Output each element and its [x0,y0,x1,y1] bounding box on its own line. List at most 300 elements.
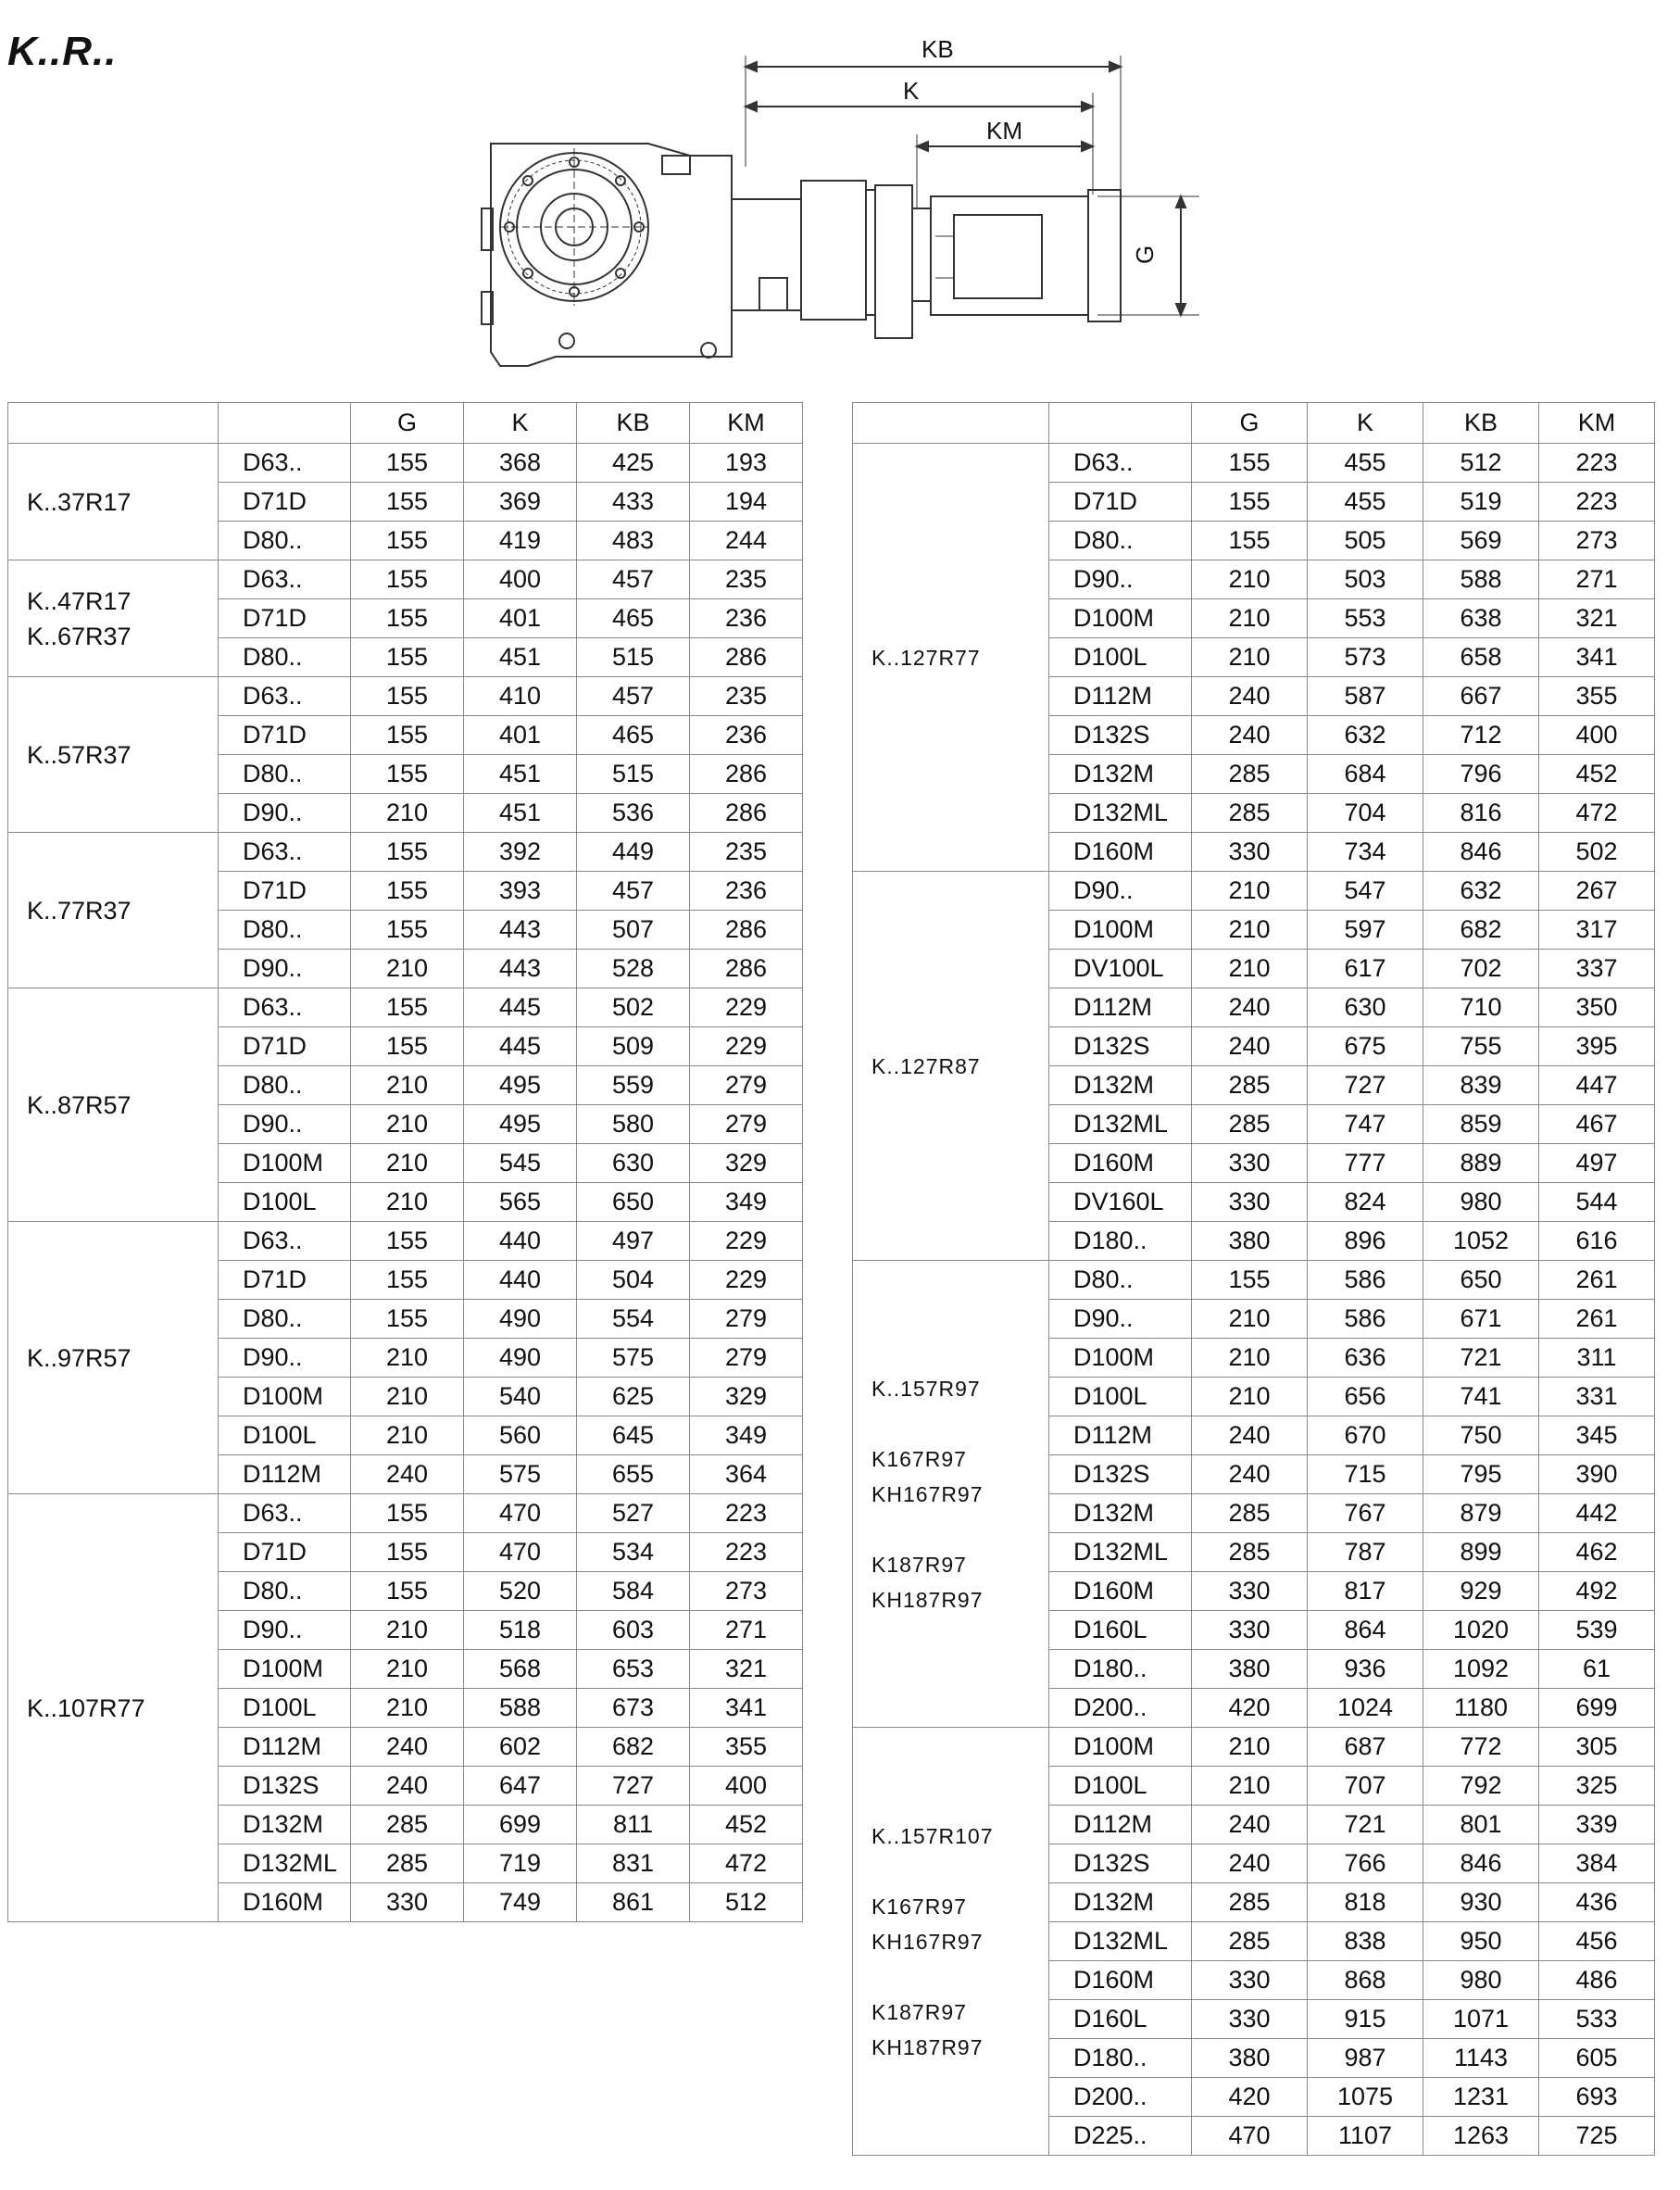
k-value-cell: 588 [464,1689,577,1728]
km-value-cell: 194 [690,483,803,522]
reducer-type-label: K..87R57 [27,1090,132,1119]
g-value-cell: 210 [1192,1300,1308,1339]
kb-value-cell: 980 [1423,1183,1539,1222]
kb-value-cell: 1180 [1423,1689,1539,1728]
kb-value-cell: 1092 [1423,1650,1539,1689]
header-cell-km: KM [690,403,803,444]
kb-value-cell: 630 [577,1144,690,1183]
g-value-cell: 155 [351,755,464,794]
km-value-cell: 229 [690,1261,803,1300]
km-value-cell: 364 [690,1455,803,1494]
km-value-cell: 229 [690,988,803,1027]
motor-type-cell: D90.. [1049,1300,1192,1339]
km-value-cell: 229 [690,1222,803,1261]
motor-type-cell: D112M [1049,988,1192,1027]
reducer-type-label: K..47R17 [27,586,132,615]
reducer-type-label: K..77R37 [27,896,132,925]
g-value-cell: 155 [351,677,464,716]
km-value-cell: 235 [690,560,803,599]
motor-type-cell: D71D [219,599,351,638]
header-cell [1049,403,1192,444]
kb-value-cell: 811 [577,1806,690,1844]
motor-type-cell: D71D [219,872,351,911]
kb-value-cell: 653 [577,1650,690,1689]
km-value-cell: 400 [1539,716,1655,755]
km-value-cell: 539 [1539,1611,1655,1650]
motor-type-cell: D90.. [219,794,351,833]
header-cell-km: KM [1539,403,1655,444]
gearmotor-drawing [454,28,1222,380]
k-value-cell: 560 [464,1416,577,1455]
k-value-cell: 727 [1308,1066,1423,1105]
motor-type-cell: D132ML [1049,1533,1192,1572]
g-value-cell: 285 [1192,794,1308,833]
reducer-type-cell [8,1222,219,1494]
motor-type-cell: D160L [1049,2000,1192,2039]
motor-type-cell: D80.. [219,638,351,677]
reducer-type-cell [8,1494,219,1922]
motor-type-cell: D132S [1049,1844,1192,1883]
k-value-cell: 470 [464,1494,577,1533]
kb-value-cell: 650 [577,1183,690,1222]
k-value-cell: 443 [464,911,577,950]
motor-type-cell: D71D [219,1027,351,1066]
motor-type-cell: D80.. [219,1572,351,1611]
kb-value-cell: 721 [1423,1339,1539,1378]
motor-type-cell: D90.. [1049,872,1192,911]
motor-type-cell: DV100L [1049,950,1192,988]
kb-value-cell: 575 [577,1339,690,1378]
km-value-cell: 355 [1539,677,1655,716]
km-value-cell: 533 [1539,2000,1655,2039]
kb-value-cell: 710 [1423,988,1539,1027]
motor-type-cell: D90.. [219,1611,351,1650]
kb-value-cell: 515 [577,638,690,677]
g-value-cell: 155 [351,638,464,677]
g-value-cell: 155 [351,1027,464,1066]
kb-value-cell: 801 [1423,1806,1539,1844]
reducer-type-label: K..127R77 [871,645,981,670]
km-value-cell: 244 [690,522,803,560]
k-value-cell: 787 [1308,1533,1423,1572]
k-value-cell: 445 [464,1027,577,1066]
g-value-cell: 285 [351,1806,464,1844]
g-value-cell: 155 [351,716,464,755]
motor-type-cell: D132S [1049,1027,1192,1066]
k-value-cell: 767 [1308,1494,1423,1533]
motor-type-cell: D200.. [1049,2078,1192,2117]
kb-value-cell: 1052 [1423,1222,1539,1261]
motor-type-cell: D63.. [219,444,351,483]
km-value-cell: 286 [690,755,803,794]
kb-value-cell: 504 [577,1261,690,1300]
g-value-cell: 155 [351,1261,464,1300]
motor-type-cell: D63.. [219,1494,351,1533]
k-value-cell: 369 [464,483,577,522]
motor-type-cell: D80.. [219,755,351,794]
kb-value-cell: 673 [577,1689,690,1728]
motor-type-cell: D63.. [219,1222,351,1261]
g-value-cell: 330 [1192,1144,1308,1183]
kb-value-cell: 667 [1423,677,1539,716]
kb-value-cell: 846 [1423,1844,1539,1883]
g-value-cell: 420 [1192,1689,1308,1728]
motor-type-cell: D80.. [1049,522,1192,560]
motor-type-cell: D100M [1049,1339,1192,1378]
kb-value-cell: 702 [1423,950,1539,988]
km-value-cell: 305 [1539,1728,1655,1767]
motor-type-cell: D200.. [1049,1689,1192,1728]
header-cell-k: K [1308,403,1423,444]
km-value-cell: 492 [1539,1572,1655,1611]
g-value-cell: 330 [1192,833,1308,872]
kb-value-cell: 795 [1423,1455,1539,1494]
motor-type-cell: D160M [1049,1144,1192,1183]
km-value-cell: 273 [1539,522,1655,560]
k-value-cell: 553 [1308,599,1423,638]
header-row [8,403,803,444]
kb-value-cell: 625 [577,1378,690,1416]
kb-value-cell: 712 [1423,716,1539,755]
g-value-cell: 210 [351,1066,464,1105]
kb-value-cell: 831 [577,1844,690,1883]
k-value-cell: 545 [464,1144,577,1183]
g-value-cell: 210 [351,950,464,988]
kb-value-cell: 465 [577,599,690,638]
km-value-cell: 436 [1539,1883,1655,1922]
reducer-type-label: K..67R37 [27,622,132,650]
km-value-cell: 223 [690,1533,803,1572]
motor-type-cell: D100L [1049,638,1192,677]
reducer-type-label: KH187R97 [871,2034,984,2059]
kb-value-cell: 515 [577,755,690,794]
kb-value-cell: 671 [1423,1300,1539,1339]
km-value-cell: 467 [1539,1105,1655,1144]
kb-value-cell: 1143 [1423,2039,1539,2078]
g-value-cell: 210 [351,1650,464,1689]
table-row [853,1728,1655,1767]
g-value-cell: 210 [351,1105,464,1144]
g-value-cell: 155 [351,522,464,560]
k-value-cell: 503 [1308,560,1423,599]
km-value-cell: 321 [690,1650,803,1689]
k-value-cell: 575 [464,1455,577,1494]
k-value-cell: 401 [464,716,577,755]
kb-value-cell: 580 [577,1105,690,1144]
g-value-cell: 210 [1192,1728,1308,1767]
motor-type-cell: D71D [219,1261,351,1300]
motor-type-cell: D160L [1049,1611,1192,1650]
kb-value-cell: 528 [577,950,690,988]
k-value-cell: 443 [464,950,577,988]
g-value-cell: 155 [351,911,464,950]
header-cell-g: G [1192,403,1308,444]
dimension-label-km: KM [986,117,1022,145]
k-value-cell: 410 [464,677,577,716]
kb-value-cell: 645 [577,1416,690,1455]
k-value-cell: 602 [464,1728,577,1767]
k-value-cell: 704 [1308,794,1423,833]
km-value-cell: 349 [690,1416,803,1455]
k-value-cell: 597 [1308,911,1423,950]
header-cell [8,403,219,444]
motor-type-cell: D132M [1049,1494,1192,1533]
g-value-cell: 420 [1192,2078,1308,2117]
motor-type-cell: D180.. [1049,1650,1192,1689]
table-row [8,988,803,1027]
km-value-cell: 486 [1539,1961,1655,2000]
kb-value-cell: 569 [1423,522,1539,560]
g-value-cell: 155 [1192,444,1308,483]
km-value-cell: 337 [1539,950,1655,988]
k-value-cell: 987 [1308,2039,1423,2078]
table-row [8,1494,803,1533]
k-value-cell: 1075 [1308,2078,1423,2117]
k-value-cell: 707 [1308,1767,1423,1806]
k-value-cell: 630 [1308,988,1423,1027]
g-value-cell: 240 [1192,716,1308,755]
motor-type-cell: D132ML [219,1844,351,1883]
motor-type-cell: D112M [1049,1806,1192,1844]
table-row [8,560,803,599]
km-value-cell: 223 [1539,444,1655,483]
k-value-cell: 1024 [1308,1689,1423,1728]
kb-value-cell: 741 [1423,1378,1539,1416]
kb-value-cell: 465 [577,716,690,755]
km-value-cell: 605 [1539,2039,1655,2078]
kb-value-cell: 980 [1423,1961,1539,2000]
motor-type-cell: D90.. [219,1339,351,1378]
g-value-cell: 155 [351,1533,464,1572]
kb-value-cell: 816 [1423,794,1539,833]
km-value-cell: 223 [1539,483,1655,522]
k-value-cell: 440 [464,1222,577,1261]
motor-type-cell: D80.. [219,911,351,950]
motor-type-cell: D132M [1049,755,1192,794]
motor-type-cell: D132ML [1049,1105,1192,1144]
motor-type-cell: D80.. [219,522,351,560]
right-dimension-table [852,402,1655,2156]
km-value-cell: 341 [690,1689,803,1728]
reducer-type-label: K..107R77 [27,1693,145,1722]
km-value-cell: 462 [1539,1533,1655,1572]
kb-value-cell: 457 [577,560,690,599]
k-value-cell: 455 [1308,444,1423,483]
k-value-cell: 777 [1308,1144,1423,1183]
kb-value-cell: 509 [577,1027,690,1066]
g-value-cell: 470 [1192,2117,1308,2156]
km-value-cell: 329 [690,1378,803,1416]
km-value-cell: 286 [690,950,803,988]
motor-type-cell: D132S [1049,1455,1192,1494]
motor-type-cell: D225.. [1049,2117,1192,2156]
km-value-cell: 349 [690,1183,803,1222]
k-value-cell: 490 [464,1300,577,1339]
km-value-cell: 442 [1539,1494,1655,1533]
k-value-cell: 518 [464,1611,577,1650]
g-value-cell: 240 [351,1455,464,1494]
k-value-cell: 455 [1308,483,1423,522]
motor-type-cell: D132M [1049,1066,1192,1105]
g-value-cell: 210 [1192,911,1308,950]
g-value-cell: 285 [1192,1883,1308,1922]
k-value-cell: 632 [1308,716,1423,755]
km-value-cell: 329 [690,1144,803,1183]
kb-value-cell: 536 [577,794,690,833]
km-value-cell: 286 [690,638,803,677]
kb-value-cell: 796 [1423,755,1539,794]
km-value-cell: 325 [1539,1767,1655,1806]
kb-value-cell: 655 [577,1455,690,1494]
km-value-cell: 472 [690,1844,803,1883]
kb-value-cell: 755 [1423,1027,1539,1066]
k-value-cell: 440 [464,1261,577,1300]
reducer-type-label [871,1406,1048,1441]
motor-type-cell: D132ML [1049,794,1192,833]
kb-value-cell: 1231 [1423,2078,1539,2117]
k-value-cell: 719 [464,1844,577,1883]
header-cell-kb: KB [1423,403,1539,444]
km-value-cell: 693 [1539,2078,1655,2117]
reducer-type-cell [8,988,219,1222]
kb-value-cell: 603 [577,1611,690,1650]
g-value-cell: 210 [1192,1767,1308,1806]
kb-value-cell: 750 [1423,1416,1539,1455]
left-dimension-table [7,402,803,1922]
km-value-cell: 271 [690,1611,803,1650]
k-value-cell: 617 [1308,950,1423,988]
header-cell-kb: KB [577,403,690,444]
motor-type-cell: D100M [219,1144,351,1183]
reducer-type-label: K..127R87 [871,1053,981,1078]
reducer-type-label: KH167R97 [871,1481,984,1506]
g-value-cell: 240 [1192,1416,1308,1455]
kb-value-cell: 559 [577,1066,690,1105]
k-value-cell: 568 [464,1650,577,1689]
km-value-cell: 235 [690,833,803,872]
motor-type-cell: D100L [219,1689,351,1728]
motor-type-cell: D132M [219,1806,351,1844]
reducer-type-cell [8,833,219,988]
motor-type-cell: D71D [1049,483,1192,522]
motor-type-cell: D90.. [1049,560,1192,599]
g-value-cell: 240 [351,1728,464,1767]
table-row [8,833,803,872]
reducer-type-cell [8,677,219,833]
k-value-cell: 393 [464,872,577,911]
motor-type-cell: D100L [219,1183,351,1222]
k-value-cell: 495 [464,1105,577,1144]
g-value-cell: 330 [1192,2000,1308,2039]
k-value-cell: 684 [1308,755,1423,794]
g-value-cell: 330 [1192,1572,1308,1611]
g-value-cell: 330 [351,1883,464,1922]
g-value-cell: 155 [1192,522,1308,560]
g-value-cell: 210 [351,794,464,833]
k-value-cell: 445 [464,988,577,1027]
k-value-cell: 540 [464,1378,577,1416]
g-value-cell: 210 [1192,599,1308,638]
motor-type-cell: D90.. [219,950,351,988]
k-value-cell: 824 [1308,1183,1423,1222]
kb-value-cell: 899 [1423,1533,1539,1572]
kb-value-cell: 457 [577,677,690,716]
motor-type-cell: D160M [1049,1572,1192,1611]
k-value-cell: 656 [1308,1378,1423,1416]
table-row [8,444,803,483]
k-value-cell: 636 [1308,1339,1423,1378]
reducer-type-cell [853,872,1049,1261]
k-value-cell: 838 [1308,1922,1423,1961]
k-value-cell: 1107 [1308,2117,1423,2156]
reducer-type-cell [853,1728,1049,2156]
motor-type-cell: D132M [1049,1883,1192,1922]
k-value-cell: 368 [464,444,577,483]
motor-type-cell: D100M [1049,599,1192,638]
k-value-cell: 505 [1308,522,1423,560]
kb-value-cell: 457 [577,872,690,911]
reducer-type-cell [853,1261,1049,1728]
k-value-cell: 868 [1308,1961,1423,2000]
g-value-cell: 210 [351,1689,464,1728]
g-value-cell: 210 [1192,638,1308,677]
km-value-cell: 331 [1539,1378,1655,1416]
k-value-cell: 586 [1308,1261,1423,1300]
km-value-cell: 321 [1539,599,1655,638]
g-value-cell: 210 [1192,872,1308,911]
motor-type-cell: D71D [219,483,351,522]
g-value-cell: 210 [1192,560,1308,599]
g-value-cell: 240 [1192,1844,1308,1883]
g-value-cell: 380 [1192,2039,1308,2078]
k-value-cell: 687 [1308,1728,1423,1767]
k-value-cell: 817 [1308,1572,1423,1611]
g-value-cell: 155 [351,833,464,872]
g-value-cell: 285 [351,1844,464,1883]
km-value-cell: 345 [1539,1416,1655,1455]
kb-value-cell: 507 [577,911,690,950]
k-value-cell: 864 [1308,1611,1423,1650]
km-value-cell: 279 [690,1339,803,1378]
g-value-cell: 155 [351,1222,464,1261]
motor-type-cell: D100L [1049,1767,1192,1806]
km-value-cell: 395 [1539,1027,1655,1066]
g-value-cell: 240 [1192,1806,1308,1844]
motor-type-cell: D112M [1049,677,1192,716]
motor-type-cell: D63.. [219,833,351,872]
reducer-type-label: K167R97 [871,1446,967,1471]
g-value-cell: 330 [1192,1961,1308,2000]
k-value-cell: 715 [1308,1455,1423,1494]
motor-type-cell: D80.. [1049,1261,1192,1300]
reducer-type-label: K167R97 [871,1894,967,1919]
km-value-cell: 236 [690,872,803,911]
k-value-cell: 587 [1308,677,1423,716]
km-value-cell: 384 [1539,1844,1655,1883]
header-cell [853,403,1049,444]
motor-type-cell: D80.. [219,1066,351,1105]
motor-type-cell: D63.. [219,988,351,1027]
g-value-cell: 155 [351,599,464,638]
kb-value-cell: 638 [1423,599,1539,638]
motor-type-cell: D90.. [219,1105,351,1144]
km-value-cell: 261 [1539,1261,1655,1300]
g-value-cell: 155 [1192,1261,1308,1300]
k-value-cell: 749 [464,1883,577,1922]
kb-value-cell: 930 [1423,1883,1539,1922]
km-value-cell: 497 [1539,1144,1655,1183]
motor-type-cell: D71D [219,1533,351,1572]
